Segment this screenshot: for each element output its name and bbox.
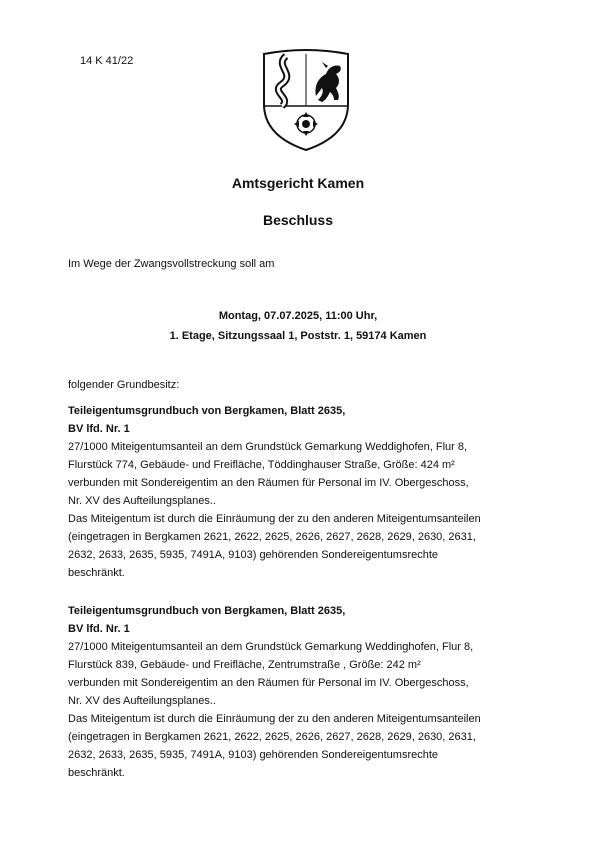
entry-line: beschränkt. <box>68 767 125 779</box>
entry-line: 27/1000 Miteigentumsanteil an dem Grundstück Gemarkung Weddinghofen, Flur 8, <box>68 641 474 653</box>
property-entry-1 <box>68 402 538 582</box>
entry-line: Nr. XV des Aufteilungsplanes.. <box>68 495 216 507</box>
appointment-block <box>0 306 596 346</box>
document-type: Beschluss <box>262 212 334 228</box>
entry-line: 2632, 2633, 2635, 5935, 7491A, 9103) gehörenden Sondereigentumsrechte <box>68 549 439 561</box>
entry-line: (eingetragen in Bergkamen 2621, 2622, 2625, 2626, 2627, 2628, 2629, 2630, 2631, <box>68 531 476 543</box>
entry-line: Das Miteigentum ist durch die Einräumung der zu den anderen Miteigentumsanteilen <box>68 713 481 725</box>
entry-title-line1: Teileigentumsgrundbuch von Bergkamen, Blatt 2635, <box>68 405 346 417</box>
entry-title-line2: BV lfd. Nr. 1 <box>68 623 130 635</box>
property-intro: folgender Grundbesitz: <box>68 379 180 391</box>
entry-line: beschränkt. <box>68 567 125 579</box>
entry-line: Das Miteigentum ist durch die Einräumung der zu den anderen Miteigentumsanteilen <box>68 513 481 525</box>
entry-title-line1: Teileigentumsgrundbuch von Bergkamen, Blatt 2635, <box>68 605 346 617</box>
entry-line: Flurstück 839, Gebäude- und Freifläche, Zentrumstraße , Größe: 242 m² <box>68 659 421 671</box>
entry-line: verbunden mit Sondereigentim an den Räumen für Personal im IV. Obergeschoss, <box>68 677 469 689</box>
entry-line: (eingetragen in Bergkamen 2621, 2622, 2625, 2626, 2627, 2628, 2629, 2630, 2631, <box>68 731 476 743</box>
case-reference: 14 K 41/22 <box>80 55 134 67</box>
entry-title-line2: BV lfd. Nr. 1 <box>68 423 130 435</box>
court-name: Amtsgericht Kamen <box>231 175 365 191</box>
appointment-location: 1. Etage, Sitzungssaal 1, Poststr. 1, 59174 Kamen <box>169 330 427 342</box>
entry-line: verbunden mit Sondereigentim an den Räumen für Personal im IV. Obergeschoss, <box>68 477 469 489</box>
entry-line: 2632, 2633, 2635, 5935, 7491A, 9103) gehörenden Sondereigentumsrechte <box>68 749 439 761</box>
entry-line: Flurstück 774, Gebäude- und Freifläche, Töddinghauser Straße, Größe: 424 m² <box>68 459 455 471</box>
property-entry-2 <box>68 602 538 782</box>
appointment-date: Montag, 07.07.2025, 11:00 Uhr, <box>218 310 378 322</box>
nrw-coat-of-arms-icon <box>256 44 356 154</box>
entry-line: 27/1000 Miteigentumsanteil an dem Grundstück Gemarkung Weddighofen, Flur 8, <box>68 441 468 453</box>
entry-line: Nr. XV des Aufteilungsplanes.. <box>68 695 216 707</box>
intro-text: Im Wege der Zwangsvollstreckung soll am <box>68 258 275 270</box>
